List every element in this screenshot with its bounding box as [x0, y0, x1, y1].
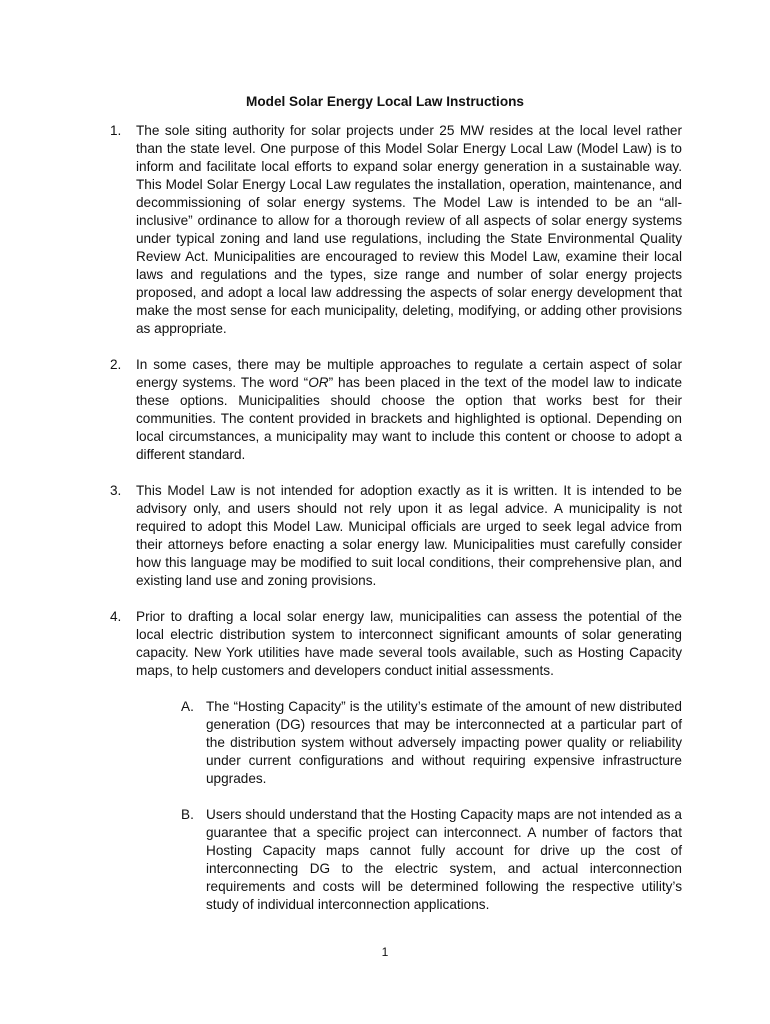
sub-list — [181, 698, 682, 914]
list-item — [110, 482, 682, 590]
list-item — [110, 122, 682, 338]
item-text: Prior to drafting a local solar energy law, municipalities can assess the potential of the local electric distribution system to interconnect significant amounts of solar generating capacity. New York utilities have made several tools available, such as Hosting Capacity maps, to help customers and developers conduct initial assessments. — [136, 609, 682, 678]
item-text-part: ” has been placed in the text of the model law to indicate these options. Municipalities should choose the option that works best for their communities. The content provided in brackets and highlighted is optional. Depending on local circumstances, a municipality may want to include this content or choose to adopt a different standard. — [136, 375, 682, 462]
item-number: 1. — [110, 123, 122, 138]
sub-item-text: The “Hosting Capacity” is the utility’s estimate of the amount of new distributed generation (DG) resources that may be interconnected at a particular part of the distribution system without adversely impacting power quality or reliability under current configurations and without requiring expensive infrastructure upgrades. — [206, 699, 682, 786]
item-number: 3. — [110, 483, 122, 498]
item-text-part: In some cases, there may be multiple approaches to regulate a certain aspect of solar energy systems. The word “ — [136, 357, 682, 390]
sub-list-item — [181, 698, 682, 788]
item-number: 2. — [110, 357, 122, 372]
item-number: 4. — [110, 609, 122, 624]
list-item — [110, 356, 682, 464]
sub-item-label: A. — [181, 699, 194, 714]
page-number: 1 — [381, 945, 389, 959]
item-text: The sole siting authority for solar projects under 25 MW resides at the local level rather than the state level. One purpose of this Model Solar Energy Local Law (Model Law) is to inform and facilitate local efforts to expand solar energy generation in a sustainable way. This Model Solar Energy Local Law regulates the installation, operation, maintenance, and decommissioning of solar energy systems. The Model Law is intended to be an “all-inclusive” ordinance to allow for a thorough review of all aspects of solar energy systems under typical zoning and land use regulations, including the State Environmental Quality Review Act. Municipalities are encouraged to review this Model Law, examine their local laws and regulations and the types, size range and number of solar energy projects proposed, and adopt a local law addressing the aspects of solar energy development that make the most sense for each municipality, deleting, modifying, or adding other provisions as appropriate. — [136, 123, 682, 336]
item-text-emphasis: OR — [308, 375, 329, 390]
sub-item-label: B. — [181, 807, 194, 822]
item-text: This Model Law is not intended for adoption exactly as it is written. It is intended to be advisory only, and users should not rely upon it as legal advice. A municipality is not required to adopt this Model Law. Municipal officials are urged to seek legal advice from their attorneys before enacting a solar energy law. Municipalities must carefully consider how this language may be modified to suit local conditions, their comprehensive plan, and existing land use and zoning provisions. — [136, 483, 682, 588]
item-text — [136, 356, 682, 464]
list-item — [110, 608, 682, 914]
instructions-list — [110, 122, 682, 932]
sub-list-item — [181, 806, 682, 914]
sub-item-text: Users should understand that the Hosting Capacity maps are not intended as a guarantee that a specific project can interconnect. A number of factors that Hosting Capacity maps cannot fully account for drive up the cost of interconnecting DG to the electric system, and actual interconnection requirements and costs will be determined following the respective utility’s study of individual interconnection applications. — [206, 807, 682, 912]
document-title: Model Solar Energy Local Law Instructions — [246, 94, 524, 109]
